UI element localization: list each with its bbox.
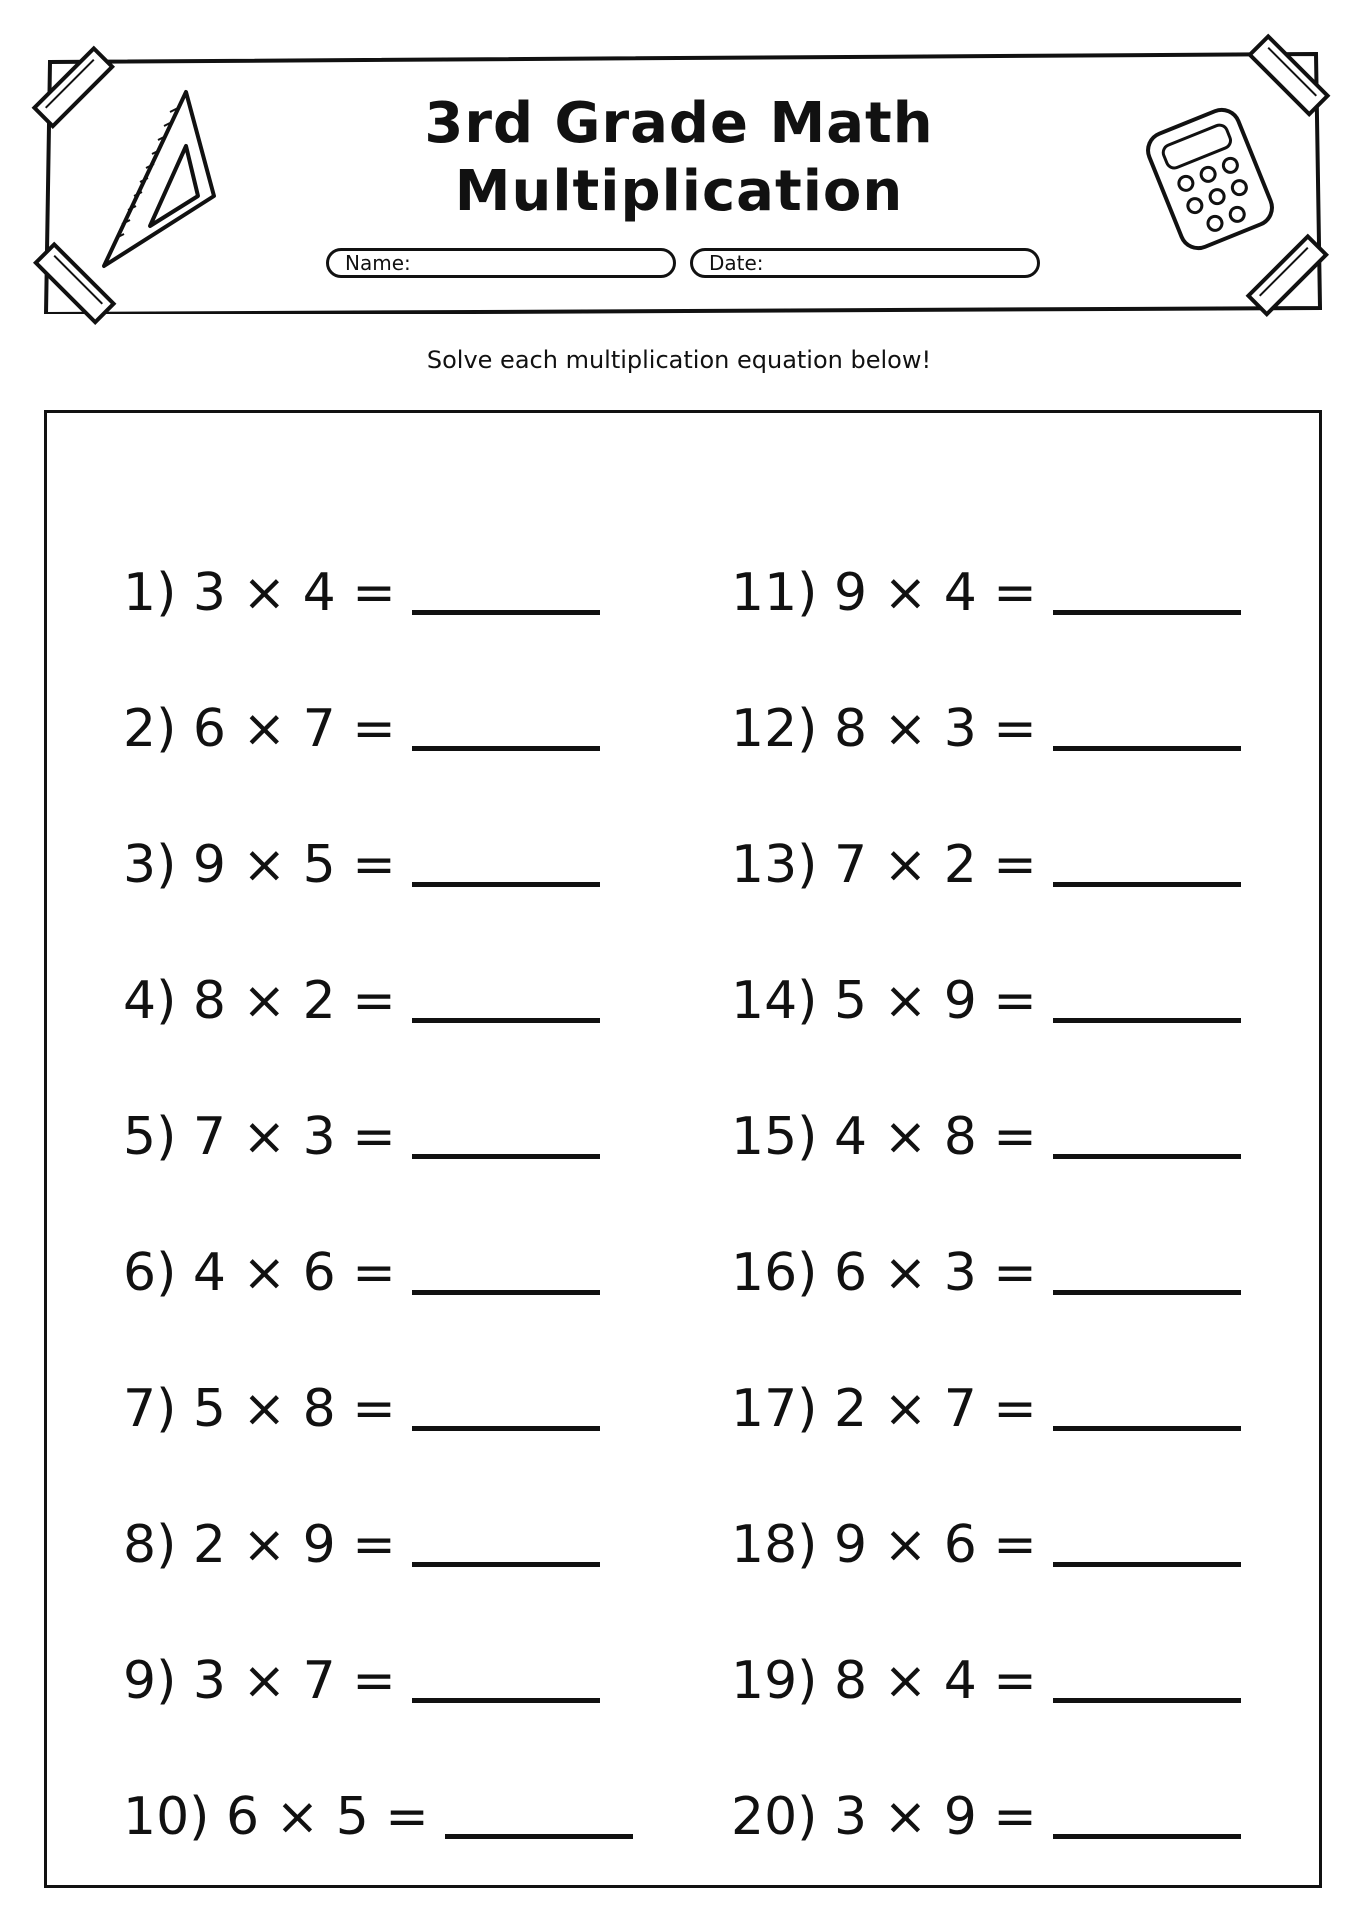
answer-blank[interactable] <box>1053 1426 1241 1431</box>
name-field[interactable] <box>326 248 676 278</box>
problem-item <box>123 489 633 625</box>
set-square-ruler-icon <box>96 86 226 276</box>
problem-item <box>731 489 1241 625</box>
problem-equation: 14) 5 × 9 = <box>731 971 1037 1031</box>
problem-equation: 18) 9 × 6 = <box>731 1515 1037 1575</box>
answer-blank[interactable] <box>412 610 600 615</box>
answer-blank[interactable] <box>412 1018 600 1023</box>
problem-equation: 9) 3 × 7 = <box>123 1651 396 1711</box>
problem-item <box>731 1169 1241 1305</box>
instruction-text: Solve each multiplication equation below! <box>426 346 932 374</box>
answer-blank[interactable] <box>445 1834 633 1839</box>
answer-blank[interactable] <box>1053 882 1241 887</box>
problem-item <box>731 1033 1241 1169</box>
problem-equation: 20) 3 × 9 = <box>731 1787 1037 1847</box>
name-label: Name: <box>345 251 411 275</box>
problem-equation: 5) 7 × 3 = <box>123 1107 396 1167</box>
problem-item <box>731 761 1241 897</box>
problem-equation: 3) 9 × 5 = <box>123 835 396 895</box>
answer-blank[interactable] <box>412 1290 600 1295</box>
problem-equation: 10) 6 × 5 = <box>123 1787 429 1847</box>
answer-blank[interactable] <box>412 1698 600 1703</box>
problem-equation: 17) 2 × 7 = <box>731 1379 1037 1439</box>
answer-blank[interactable] <box>412 882 600 887</box>
problem-item <box>731 897 1241 1033</box>
problem-equation: 7) 5 × 8 = <box>123 1379 396 1439</box>
answer-blank[interactable] <box>1053 1018 1241 1023</box>
calculator-icon <box>1140 104 1280 254</box>
answer-blank[interactable] <box>1053 1154 1241 1159</box>
problem-equation: 19) 8 × 4 = <box>731 1651 1037 1711</box>
problem-item <box>123 1305 633 1441</box>
problem-item <box>731 1305 1241 1441</box>
problem-equation: 4) 8 × 2 = <box>123 971 396 1031</box>
problem-item <box>123 1169 633 1305</box>
worksheet-title-line1: 3rd Grade Math <box>424 91 934 156</box>
answer-blank[interactable] <box>412 1154 600 1159</box>
problem-item <box>123 625 633 761</box>
answer-blank[interactable] <box>1053 1698 1241 1703</box>
worksheet-header <box>44 52 1322 314</box>
problem-item <box>123 761 633 897</box>
problem-equation: 8) 2 × 9 = <box>123 1515 396 1575</box>
answer-blank[interactable] <box>412 1562 600 1567</box>
problem-item <box>123 1441 633 1577</box>
answer-blank[interactable] <box>1053 1834 1241 1839</box>
problem-item <box>123 1713 633 1849</box>
date-label: Date: <box>709 251 764 275</box>
problems-panel <box>44 410 1322 1888</box>
problem-equation: 6) 4 × 6 = <box>123 1243 396 1303</box>
answer-blank[interactable] <box>412 1426 600 1431</box>
problem-equation: 2) 6 × 7 = <box>123 699 396 759</box>
problem-item <box>731 1713 1241 1849</box>
problems-column-right <box>731 489 1241 1849</box>
worksheet-title-line2: Multiplication <box>454 159 904 224</box>
problem-item <box>731 1577 1241 1713</box>
answer-blank[interactable] <box>1053 610 1241 615</box>
answer-blank[interactable] <box>1053 1562 1241 1567</box>
problem-equation: 13) 7 × 2 = <box>731 835 1037 895</box>
answer-blank[interactable] <box>1053 746 1241 751</box>
problem-equation: 11) 9 × 4 = <box>731 563 1037 623</box>
problem-item <box>123 1033 633 1169</box>
problem-equation: 15) 4 × 8 = <box>731 1107 1037 1167</box>
problem-item <box>123 897 633 1033</box>
problem-equation: 1) 3 × 4 = <box>123 563 396 623</box>
date-field[interactable] <box>690 248 1040 278</box>
answer-blank[interactable] <box>1053 1290 1241 1295</box>
problem-equation: 12) 8 × 3 = <box>731 699 1037 759</box>
problems-column-left <box>123 489 633 1849</box>
problem-item <box>123 1577 633 1713</box>
problem-item <box>731 1441 1241 1577</box>
problem-item <box>731 625 1241 761</box>
answer-blank[interactable] <box>412 746 600 751</box>
problem-equation: 16) 6 × 3 = <box>731 1243 1037 1303</box>
